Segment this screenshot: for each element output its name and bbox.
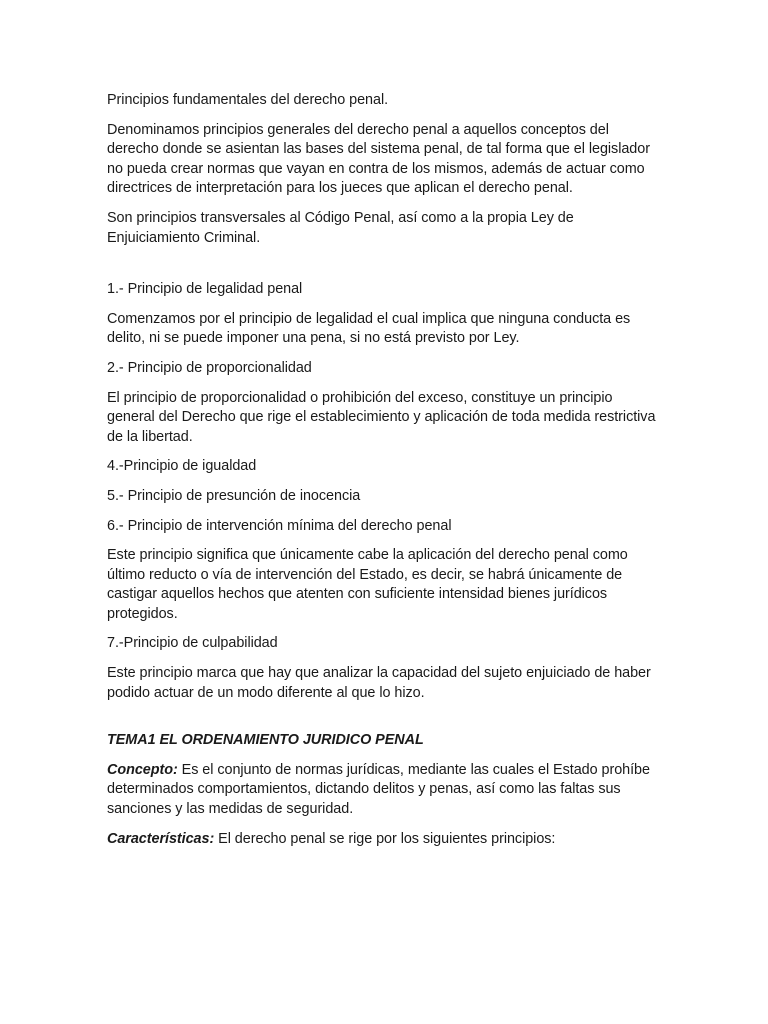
principle-heading-inocencia: 5.- Principio de presunción de inocencia (107, 487, 361, 504)
principle-heading-igualdad: 4.-Principio de igualdad (107, 458, 257, 475)
intro-paragraph-1: Denominamos principios generales del derecho penal a aquellos conceptos del derecho donde se asientan las bases del sistema penal, de tal forma que el legislador no pueda crear normas que vayan en contra de los mismos, además de actuar como directrices de interpretación para los jueces que aplican el derecho penal. (107, 121, 650, 197)
principle-text-proporcionalidad: El principio de proporcionalidad o prohibición del exceso, constituye un principio general del Derecho que rige el establecimiento y aplicación de toda medida restrictiva de la libertad. (107, 389, 656, 445)
document-title: Principios fundamentales del derecho penal. (107, 92, 389, 108)
caracteristicas-paragraph (107, 830, 663, 850)
blank-line (107, 258, 663, 280)
principle-text-legalidad: Comenzamos por el principio de legalidad el cual implica que ninguna conducta es delito, ni se puede imponer una pena, si no está previsto por Ley. (107, 310, 631, 347)
principle-heading-proporcionalidad: 2.- Principio de proporcionalidad (107, 359, 312, 376)
principle-heading-intervencion-minima: 6.- Principio de intervención mínima del derecho penal (107, 517, 452, 534)
principle-text-culpabilidad: Este principio marca que hay que analizar la capacidad del sujeto enjuiciado de haber podido actuar de un modo diferente al que lo hizo. (107, 665, 651, 701)
principle-heading-legalidad: 1.- Principio de legalidad penal (107, 281, 303, 298)
tema-heading: TEMA1 EL ORDENAMIENTO JURIDICO PENAL (107, 732, 424, 749)
blank-line (107, 713, 663, 731)
caracteristicas-text: El derecho penal se rige por los siguientes principios: (214, 830, 556, 847)
concepto-text: Es el conjunto de normas jurídicas, mediante las cuales el Estado prohíbe determinados comportamientos, dictando delitos y penas, así como las faltas sus sanciones y las medidas de seguridad. (107, 761, 650, 818)
intro-paragraph-2: Son principios transversales al Código Penal, así como a la propia Ley de Enjuiciamiento Criminal. (107, 209, 574, 246)
concepto-label: Concepto: (107, 761, 178, 778)
principle-heading-culpabilidad: 7.-Principio de culpabilidad (107, 635, 278, 652)
document-page (107, 91, 663, 859)
principle-text-intervencion-minima: Este principio significa que únicamente cabe la aplicación del derecho penal como último reducto o vía de intervención del Estado, es decir, se habrá únicamente de castigar aquellos hechos que atenten con suficiente intensidad bienes jurídicos protegidos. (107, 547, 628, 622)
concepto-paragraph (107, 761, 663, 820)
caracteristicas-label: Características: (107, 830, 215, 847)
